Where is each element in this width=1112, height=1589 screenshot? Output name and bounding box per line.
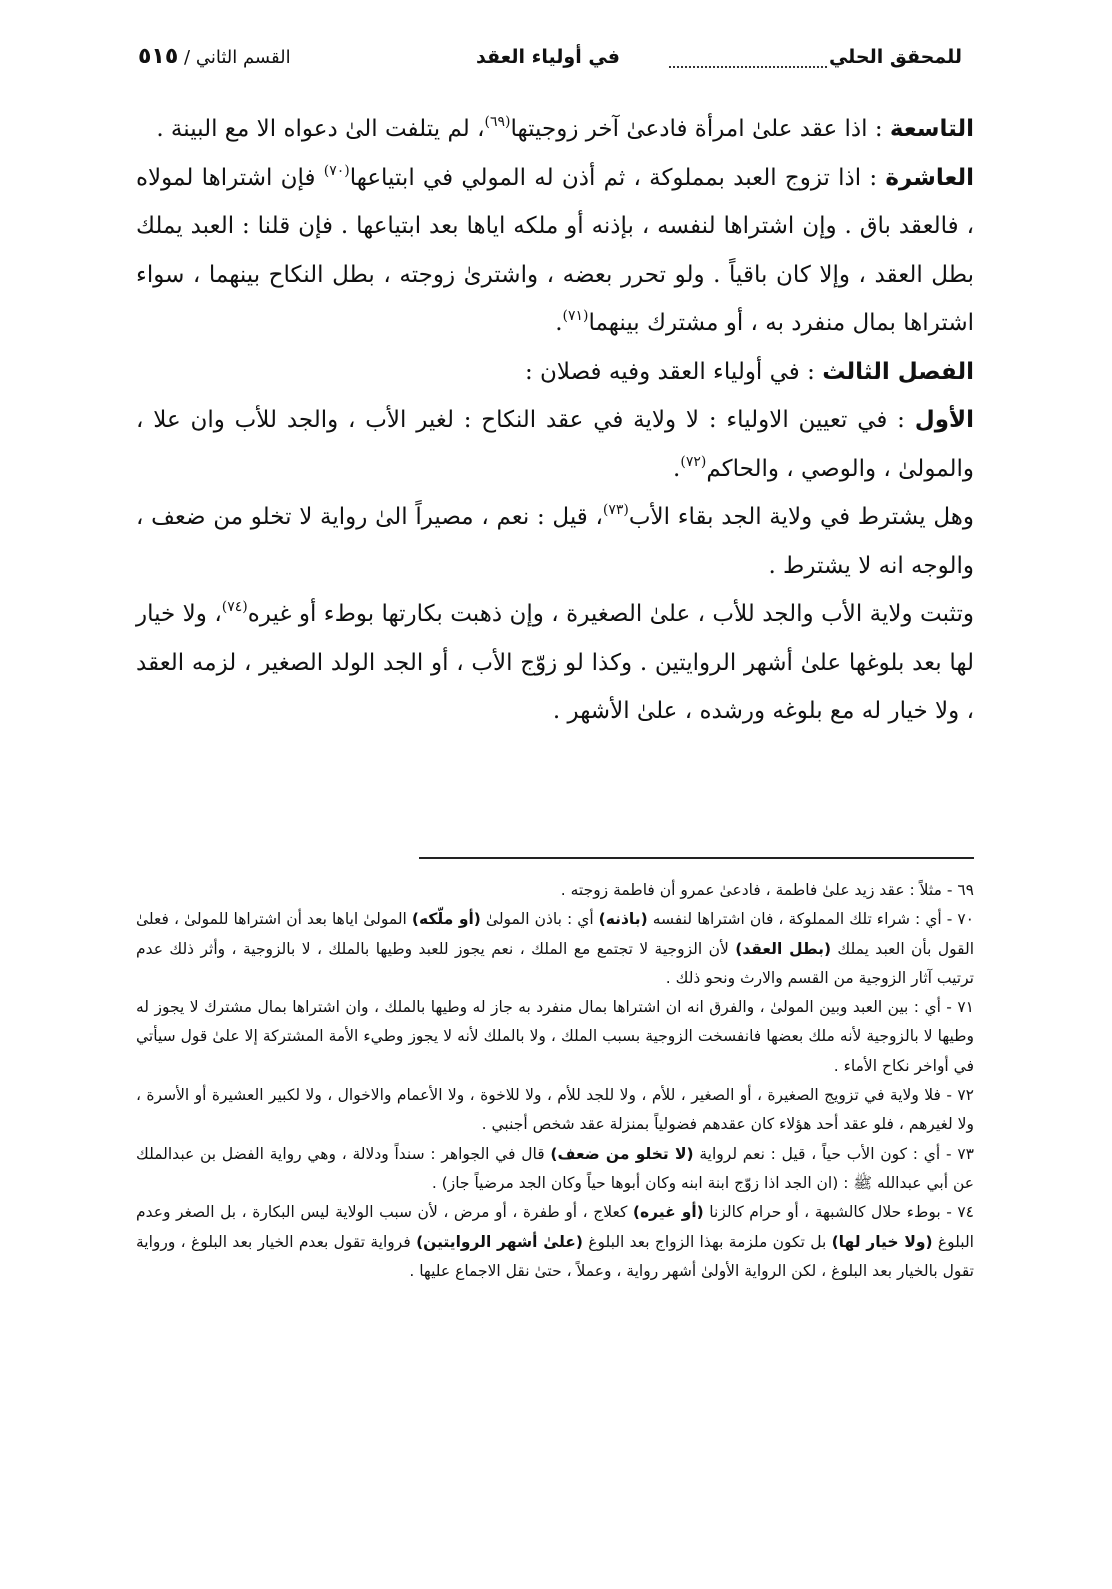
paragraph-text: . — [673, 455, 681, 482]
paragraph-ninth — [136, 105, 974, 154]
header-page-info — [138, 44, 291, 69]
footnote-quote: (أو ملّكه) — [411, 910, 481, 929]
footnote-divider — [419, 857, 974, 859]
footnote-quote: (علىٰ أشهر الروايتين) — [416, 1232, 583, 1251]
footnote-text: لأن الزوجية لا تجتمع مع الملك ، نعم يجوز للعبد وطيها بالملك ، لا بالزوجية ، وأثر ذلك عدم ترتيب آثار الزوجية من القسم والارث ونحو ذلك . — [136, 939, 974, 987]
footnote-70 — [136, 905, 974, 993]
section-subtitle: : في أولياء العقد وفيه فصلان : — [524, 358, 815, 385]
footnote-quote: (ولا خيار لها) — [831, 1232, 933, 1251]
footnote-text: ٧٣ - أي : كون الأب حياً ، قيل : نعم لرواية — [693, 1144, 974, 1163]
paragraph-text: ، لم يتلفت الىٰ دعواه الا مع البينة . — [156, 116, 485, 142]
paragraph-tenth — [136, 154, 974, 348]
paragraph-guardianship — [136, 590, 974, 736]
paragraph-first — [136, 396, 974, 493]
section-title: الفصل الثالث — [822, 358, 974, 385]
header-dotted-leader — [669, 46, 827, 68]
footnote-text: أي : باذن المولىٰ — [480, 910, 599, 929]
footnote-69: ٦٩ - مثلاً : عقد زيد علىٰ فاطمة ، فادعىٰ عمرو أن فاطمة زوجته . — [560, 881, 974, 899]
paragraph-text: ، قيل : نعم ، مصيراً الىٰ رواية لا تخلو من ضعف ، والوجه انه لا يشترط . — [136, 504, 974, 579]
paragraph-text: وتثبت ولاية الأب والجد للأب ، علىٰ الصغيرة ، وإن ذهبت بكارتها بوطء أو غيره — [247, 601, 974, 627]
footnote-text: قال في الجواهر : سنداً ودلالة ، وهي رواية الفضل بن عبدالملك عن أبي عبدالله ﷺ : (ان الجد اذا زوّج ابنة ابنه وكان أبوها حياً وكان الجد مرضياً جاز) . — [136, 1144, 974, 1192]
paragraph-text: فإن اشتراها لمولاه ، فالعقد باق . وإن اشتراها لنفسه ، بإذنه أو ملكه اياها بعد ابتياعها . فإن قلنا : العبد يملك بطل العقد ، وإلا كان باقياً . ولو تحرر بعضه ، واشترىٰ زوجته ، بطل النكاح بينهما ، سواء اشتراها بمال منفرد به ، أو مشترك بينهما — [136, 164, 974, 336]
footnote-quote: (لا تخلو من ضعف) — [550, 1144, 694, 1163]
page-number: ٥١٥ — [138, 44, 179, 69]
section-heading — [136, 348, 974, 397]
footnote-text: ٧٤ - بوطء حلال كالشبهة ، أو حرام كالزنا — [703, 1203, 974, 1222]
footnote-ref[interactable]: (٧٣) — [602, 502, 629, 518]
footnote-text: بل تكون ملزمة بهذا الزواج بعد البلوغ — [582, 1232, 832, 1251]
footnote-ref[interactable]: (٧١) — [562, 308, 589, 324]
paragraph-text: وهل يشترط في ولاية الجد بقاء الأب — [628, 504, 974, 530]
header-section: القسم الثاني / — [184, 47, 291, 68]
paragraph-lead: العاشرة — [885, 164, 974, 191]
footnote-text: المولىٰ اياها بعد أن اشتراها للمولىٰ ، فعلىٰ القول بأن العبد يملك — [136, 910, 975, 958]
paragraph-text: : اذا عقد علىٰ امرأة فادعىٰ آخر زوجيتها — [510, 116, 883, 142]
footnote-ref[interactable]: (٦٩) — [484, 114, 511, 130]
paragraph-text: . — [555, 310, 563, 336]
footnote-quote: (بطل العقد) — [735, 939, 832, 958]
footnote-text: ٧٠ - أي : شراء تلك المملوكة ، فان اشتراها لنفسه — [647, 910, 974, 929]
paragraph-grandfather — [136, 493, 974, 590]
footnote-ref[interactable]: (٧٢) — [680, 453, 707, 470]
paragraph-lead: التاسعة — [889, 116, 974, 142]
footnote-73 — [136, 1140, 974, 1199]
footnote-74 — [136, 1198, 974, 1286]
footnote-71: ٧١ - أي : بين العبد وبين المولىٰ ، والفرق انه ان اشتراها بمال منفرد به جاز له وطيها بالملك ، وان اشتراها بمال مشترك لا يجوز له وطيها لا بالزوجية لأنه ملك بعضها فانفسخت الزوجية بسبب الملك ، ولا بالملك لأنه لا يجوز وطيء الأمة المشتركة إلا علىٰ قول سيأتي في أواخر نكاح الأماء . — [136, 998, 974, 1075]
footnote-ref[interactable]: (٧٠) — [323, 162, 350, 179]
footnote-quote: (باذنه) — [598, 910, 648, 929]
main-text — [136, 105, 974, 736]
header-chapter: في أولياء العقد — [476, 46, 620, 68]
paragraph-lead: الأول — [914, 407, 974, 433]
paragraph-text: : اذا تزوج العبد بمملوكة ، ثم أذن له المولي في ابتياعها — [349, 164, 878, 191]
footnote-text: كعلاج ، أو طفرة ، أو مرض ، لأن سبب الولاية ليس البكارة ، بل الصغر وعدم البلوغ — [136, 1203, 974, 1251]
footnote-ref[interactable]: (٧٤) — [221, 599, 248, 615]
paragraph-text: ، ولا خيار لها بعد بلوغها علىٰ أشهر الروايتين . وكذا لو زوّج الأب ، أو الجد الولد الصغير ، لزمه العقد ، ولا خيار له مع بلوغه ورشده ، علىٰ الأشهر . — [136, 601, 974, 724]
footnotes — [136, 876, 974, 1286]
footnote-72: ٧٢ - فلا ولاية في تزويج الصغيرة ، أو الصغير ، للأم ، ولا للجد للأم ، ولا للاخوة ، ولا الأعمام والاخوال ، ولا لكبير العشيرة أو الأسرة ، ولا لغيرهم ، فلو عقد أحد هؤلاء كان عقدهم فضولياً بمنزلة عقد شخص أجنبي . — [136, 1086, 974, 1134]
header-author: للمحقق الحلي — [828, 46, 962, 68]
paragraph-text: : في تعيين الاولياء : لا ولاية في عقد النكاح : لغير الأب ، والجد للأب وان علا ، والمولىٰ ، والوصي ، والحاكم — [136, 407, 974, 482]
footnote-quote: (أو غيره) — [632, 1203, 704, 1222]
footnote-text: فرواية تقول بعدم الخيار بعد البلوغ ، ورواية تقول بالخيار بعد البلوغ ، لكن الرواية الأولىٰ أشهر رواية ، وعملاً ، حتىٰ نقل الاجماع عليها . — [136, 1232, 974, 1280]
